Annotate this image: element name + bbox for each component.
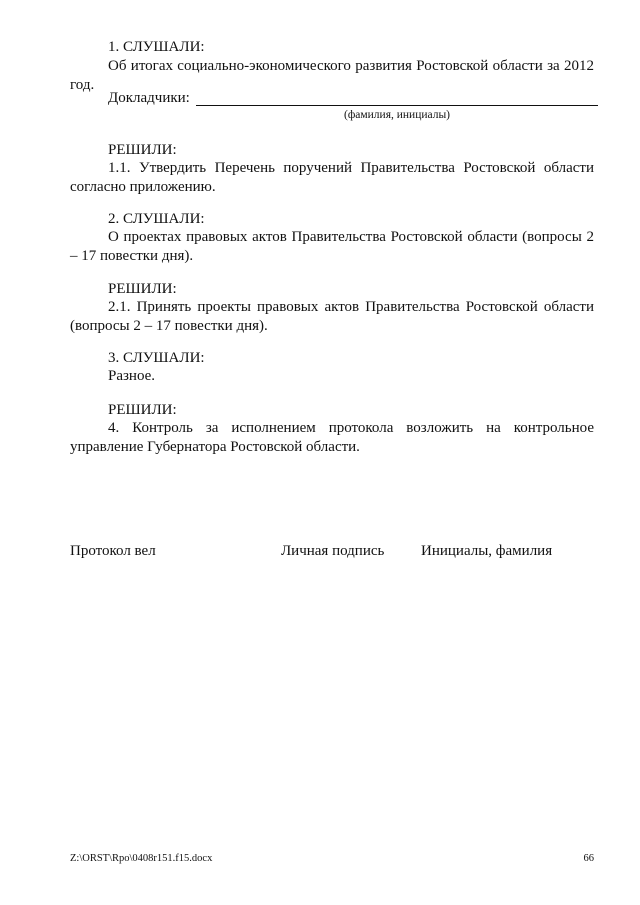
item1-heard-heading: 1. СЛУШАЛИ: [108, 39, 205, 55]
item1-text: Об итогах социально-экономического развития Ростовской области за 2012 год. [70, 58, 594, 93]
item3-decision: 4. Контроль за исполнением протокола возложить на контрольное управление Губернатора Ростовской области. [70, 420, 594, 455]
item3-heard-heading: 3. СЛУШАЛИ: [108, 350, 205, 366]
item2-heard-heading: 2. СЛУШАЛИ: [108, 211, 205, 227]
item3-text: Разное. [108, 368, 156, 384]
footer-file-path: Z:\ORST\Rpo\0408r151.f15.docx [70, 853, 213, 864]
reporters-signature-line [196, 105, 598, 106]
reporters-hint: (фамилия, инициалы) [343, 109, 451, 121]
item2-decision: 2.1. Принять проекты правовых актов Правительства Ростовской области (вопросы 2 – 17 повестки дня). [70, 299, 594, 334]
recorded-by-label: Протокол вел [70, 543, 156, 559]
item2-text: О проектах правовых актов Правительства Ростовской области (вопросы 2 – 17 повестки дня). [70, 229, 594, 264]
item1-decided-heading: РЕШИЛИ: [108, 142, 177, 158]
footer-page-number: 66 [583, 853, 594, 864]
item1-decision: 1.1. Утвердить Перечень поручений Правительства Ростовской области согласно приложению. [70, 160, 594, 195]
reporters-label: Докладчики: [108, 90, 190, 106]
personal-signature-label: Личная подпись [281, 543, 385, 559]
item3-decided-heading: РЕШИЛИ: [108, 402, 177, 418]
item2-decided-heading: РЕШИЛИ: [108, 281, 177, 297]
initials-surname-label: Инициалы, фамилия [421, 543, 553, 559]
